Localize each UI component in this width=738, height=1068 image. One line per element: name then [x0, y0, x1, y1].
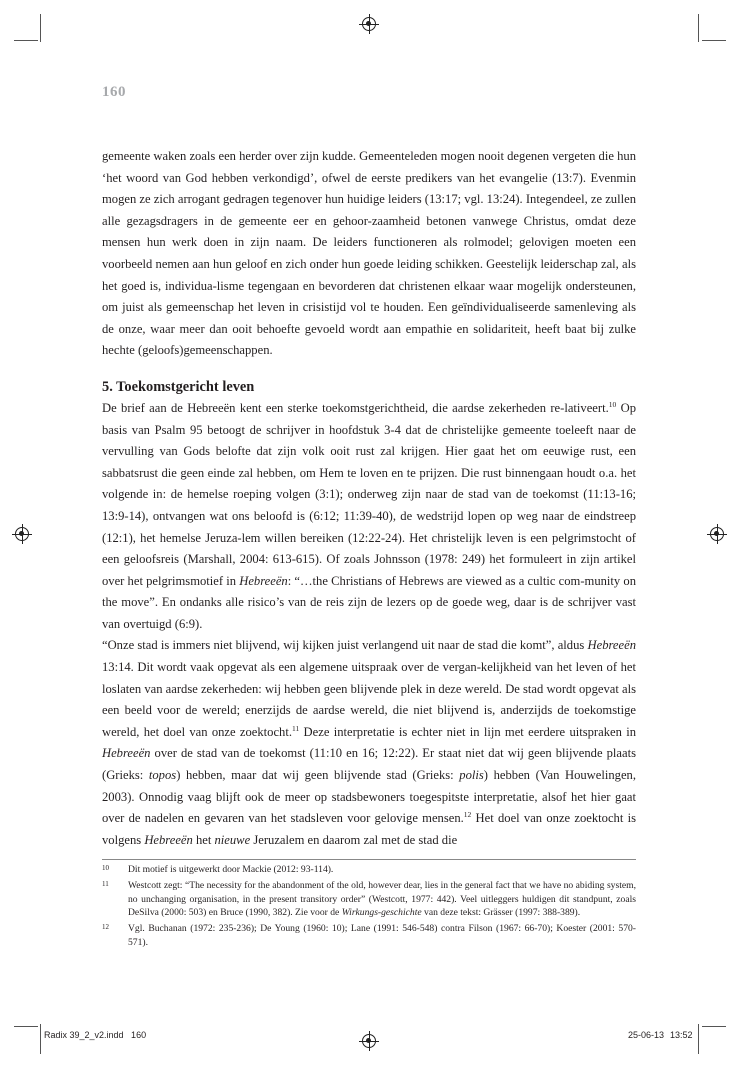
footnote-number: 10	[102, 864, 109, 872]
footnote	[102, 922, 636, 950]
footnote-number: 11	[102, 879, 109, 888]
footnote-number: 12	[102, 923, 109, 932]
registration-mark-icon	[362, 17, 376, 31]
registration-mark-icon	[710, 527, 724, 541]
intro-paragraph: gemeente waken zoals een herder over zijn kudde. Gemeenteleden mogen nooit degenen vergeten die hun ‘het woord van God hebben verkondigd’, ofwel de eerste predikers van het evangelie (13:7). Evenmin mogen ze zich arrogant gedragen tegenover hun huidige leiders (13:17; vgl. 13:24). Integendeel, ze zullen alle gezagsdragers in de gemeente eer en gehoor-zaamheid betonen vanwege Christus, omdat deze mensen hun werk doen in zijn naam. De leiders functioneren als rolmodel; gelovigen moeten een voorbeeld nemen aan hun geloof en zich onder hun goede leiding schikken. Geestelijk leiderschap zal, als het goed is, individua-lisme tegengaan en bevorderen dat christenen elkaar waar mogelijk ondersteunen, om juist als gemeenschap het leven in crisistijd vol te houden. Een geïndividualiseerde samenleving als de onze, waar meer dan ooit behoefte gevoeld wordt aan empathie en solidariteit, heeft baat bij zulke hechte (geloofs)gemeenschappen.	[102, 149, 636, 358]
footnote-ref[interactable]: 12	[463, 810, 472, 820]
crop-mark	[698, 1024, 699, 1054]
footnote-text: Dit motief is uitgewerkt door Mackie (2012: 93-114).	[128, 864, 334, 875]
footnote	[102, 879, 636, 920]
footnote-text: Westcott zegt: “The necessity for the abandonment of the old, however dear, lies in the general fact that we have no abiding system, no unchanging organisation, in the present transitory order” (Westcott, 1977: 442). Veel uitleggers huldigen dit standpunt, zoals DeSilva (2000: 503) en Bruce (1990, 382). Zie voor de Wirkungs-geschichte van deze tekst: Grässer (1997: 388-389).	[128, 879, 636, 919]
crop-mark	[702, 40, 726, 41]
crop-mark	[40, 1024, 41, 1054]
body-text	[102, 146, 636, 851]
footnote-ref[interactable]: 11	[292, 723, 300, 733]
crop-mark	[14, 1026, 38, 1027]
footnote-text: Vgl. Buchanan (1972: 235-236); De Young (1960: 10); Lane (1991: 546-548) contra Filson (1967: 66-70); Koester (2001: 570-571).	[128, 923, 636, 948]
footnote-ref[interactable]: 10	[608, 399, 617, 409]
paragraph-2: “Onze stad is immers niet blijvend, wij kijken juist verlangend uit naar de stad die komt”, aldus Hebreeën 13:14. Dit wordt vaak opgevat als een algemene uitspraak over de vergan-kelijkheid van het leven of het loslaten van aardse zekerheden: wij hebben geen blijvende plek in deze wereld. De stad wordt opgevat als een beeld voor de wereld; enerzijds de aardse wereld, die niet blijvend is, anderzijds de toekomstige wereld, het doel van onze zoektocht.$^{11}$ Deze interpretatie is echter niet in lijn met eerdere uitspraken in Hebreeën over de stad van de toekomst (11:10 en 16; 12:22). Er staat niet dat wij geen blijvende plaats (Grieks: topos) hebben, maar dat wij geen blijvende stad (Grieks: polis) hebben (Van Houwelingen, 2003). Onnodig vaag blijft ook de meer op stadsbewoners toegespitste interpretatie, alsof het hier gaat over de nadelen en gevaren van het stadsleven voor gelovige mensen.$^{12}$ Het doel van onze zoektocht is volgens Hebreeën het nieuwe Jeruzalem en daarom zal met de stad die	[102, 638, 636, 847]
registration-mark-icon	[362, 1034, 376, 1048]
footnotes	[102, 863, 636, 952]
footnote	[102, 863, 636, 877]
crop-mark	[14, 40, 38, 41]
page-number: 160	[102, 84, 126, 100]
paragraph-1: De brief aan de Hebreeën kent een sterke toekomstgerichtheid, die aardse zekerheden re-lativeert.$^{10}$ Op basis van Psalm 95 betoogt de schrijver in hoofdstuk 3-4 dat de christelijke gemeente toeleeft naar de vervulling van Gods belofte dat zijn volk ooit rust zal krijgen. Hier gaat het om eeuwige rust, een sabbatsrust die geen einde zal hebben, om Hem te loven en te prijzen. Die rust binnengaan houdt o.a. het volgende in: de hemelse roeping volgen (3:1); onderweg zijn naar de stad van de toekomst (11:13-16; 13:9-14), ontvangen wat ons beloofd is (6:12; 11:39-40), de wedstrijd lopen op weg naar de eindstreep (12:1), het hemelse Jeruza-lem willen bereiken (12:22-24). Het christelijk leven is een pelgrimstocht of een geloofsreis (Marshall, 2004: 613-615). Of zoals Johnsson (1978: 249) het formuleert in zijn artikel over het pelgrimsmotief in Hebreeën: “…the Christians of Hebrews are viewed as a cultic com-munity on the move”. En ondanks alle risico’s van de reis zijn de lezers op de goede weg, daar is de schrijver vast van overtuigd (6:9).	[102, 399, 636, 631]
footnote-divider	[102, 859, 636, 860]
section-heading: 5. Toekomstgericht leven	[102, 378, 255, 395]
slug-date: 25-06-13	[628, 1030, 665, 1040]
slug-file-name: Radix 39_2_v2.indd 160	[44, 1030, 147, 1040]
slug-time: 13:52	[670, 1030, 693, 1040]
crop-mark	[698, 14, 699, 42]
registration-mark-icon	[15, 527, 29, 541]
crop-mark	[40, 14, 41, 42]
crop-mark	[702, 1026, 726, 1027]
